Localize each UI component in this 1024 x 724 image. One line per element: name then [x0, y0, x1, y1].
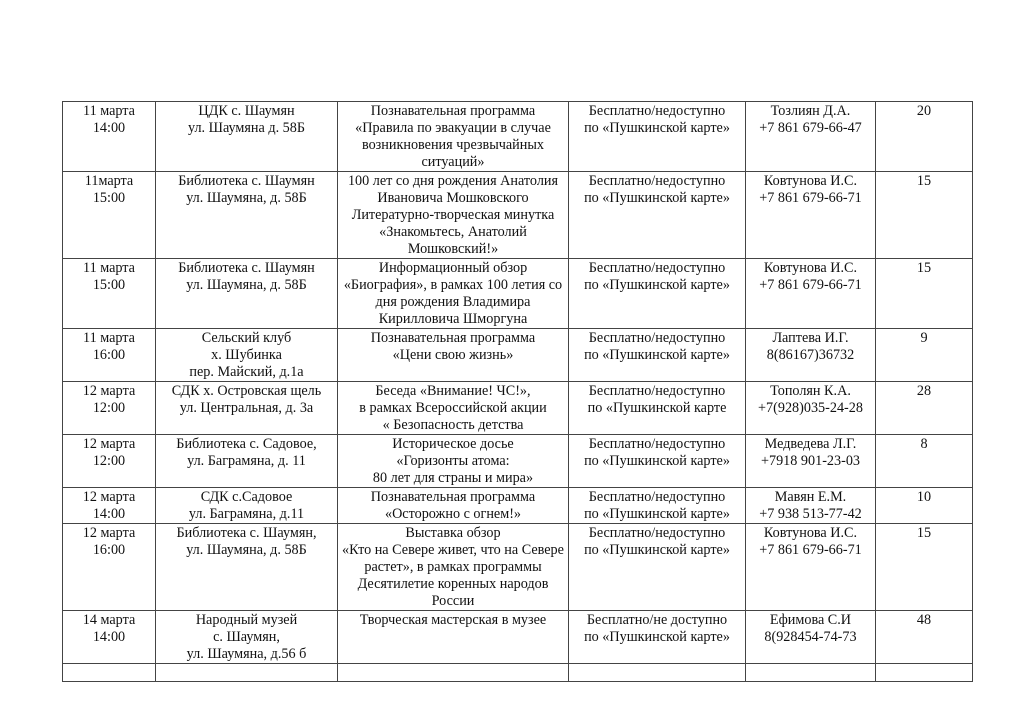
cell-contact: Тополян К.А. +7(928)035-24-28	[746, 382, 876, 435]
cell-contact: Ефимова С.И 8(928454-74-73	[746, 611, 876, 664]
cell-place: Библиотека с. Шаумян ул. Шаумяна, д. 58Б	[156, 172, 338, 259]
cell-event: Беседа «Внимание! ЧС!», в рамках Всероссийской акции « Безопасность детства	[338, 382, 569, 435]
cell-date: 11 марта 15:00	[63, 259, 156, 329]
cell-price: Бесплатно/недоступно по «Пушкинской карте»	[569, 172, 746, 259]
cell-price: Бесплатно/недоступно по «Пушкинской карте»	[569, 435, 746, 488]
cell-count: 15	[876, 524, 973, 611]
cell-date: 12 марта 12:00	[63, 435, 156, 488]
cell-price: Бесплатно/недоступно по «Пушкинской карте	[569, 382, 746, 435]
table-row	[63, 382, 973, 435]
cell-event: Выставка обзор «Кто на Севере живет, что на Севере растет», в рамках программы Десятилетие коренных народов России	[338, 524, 569, 611]
cell-count: 48	[876, 611, 973, 664]
cell-price: Бесплатно/недоступно по «Пушкинской карте»	[569, 329, 746, 382]
table-row	[63, 611, 973, 664]
cell-price: Бесплатно/не доступно по «Пушкинской карте»	[569, 611, 746, 664]
empty-cell	[746, 664, 876, 682]
cell-contact: Лаптева И.Г. 8(86167)36732	[746, 329, 876, 382]
cell-contact: Мавян Е.М. +7 938 513-77-42	[746, 488, 876, 524]
empty-row	[63, 664, 973, 682]
cell-event: Историческое досье «Горизонты атома: 80 лет для страны и мира»	[338, 435, 569, 488]
cell-place: СДК с.Садовое ул. Баграмяна, д.11	[156, 488, 338, 524]
cell-contact: Медведева Л.Г. +7918 901-23-03	[746, 435, 876, 488]
cell-count: 9	[876, 329, 973, 382]
table-row	[63, 435, 973, 488]
cell-price: Бесплатно/недоступно по «Пушкинской карте»	[569, 488, 746, 524]
cell-count: 10	[876, 488, 973, 524]
cell-date: 11марта 15:00	[63, 172, 156, 259]
cell-place: Народный музей с. Шаумян, ул. Шаумяна, д.56 б	[156, 611, 338, 664]
cell-place: Сельский клуб х. Шубинка пер. Майский, д.1а	[156, 329, 338, 382]
table-row	[63, 329, 973, 382]
empty-cell	[569, 664, 746, 682]
cell-place: Библиотека с. Шаумян ул. Шаумяна, д. 58Б	[156, 259, 338, 329]
cell-place: Библиотека с. Шаумян, ул. Шаумяна, д. 58Б	[156, 524, 338, 611]
cell-event: Познавательная программа «Осторожно с огнем!»	[338, 488, 569, 524]
cell-contact: Ковтунова И.С. +7 861 679-66-71	[746, 172, 876, 259]
empty-cell	[338, 664, 569, 682]
cell-count: 28	[876, 382, 973, 435]
table-row	[63, 488, 973, 524]
cell-date: 11 марта 16:00	[63, 329, 156, 382]
empty-cell	[876, 664, 973, 682]
cell-place: СДК х. Островская щель ул. Центральная, д. 3а	[156, 382, 338, 435]
cell-date: 11 марта 14:00	[63, 102, 156, 172]
cell-event: Познавательная программа «Правила по эвакуации в случае возникновения чрезвычайных ситуаций»	[338, 102, 569, 172]
empty-cell	[63, 664, 156, 682]
cell-contact: Тозлиян Д.А. +7 861 679-66-47	[746, 102, 876, 172]
cell-price: Бесплатно/недоступно по «Пушкинской карте»	[569, 259, 746, 329]
cell-date: 12 марта 16:00	[63, 524, 156, 611]
table-row	[63, 102, 973, 172]
cell-count: 15	[876, 259, 973, 329]
table-row	[63, 172, 973, 259]
empty-cell	[156, 664, 338, 682]
cell-count: 20	[876, 102, 973, 172]
cell-count: 15	[876, 172, 973, 259]
cell-event: 100 лет со дня рождения Анатолия Ивановича Мошковского Литературно-творческая минутка «Знакомьтесь, Анатолий Мошковский!»	[338, 172, 569, 259]
cell-contact: Ковтунова И.С. +7 861 679-66-71	[746, 524, 876, 611]
cell-place: ЦДК с. Шаумян ул. Шаумяна д. 58Б	[156, 102, 338, 172]
cell-price: Бесплатно/недоступно по «Пушкинской карте»	[569, 102, 746, 172]
cell-event: Познавательная программа «Цени свою жизнь»	[338, 329, 569, 382]
cell-contact: Ковтунова И.С. +7 861 679-66-71	[746, 259, 876, 329]
table-row	[63, 259, 973, 329]
cell-count: 8	[876, 435, 973, 488]
cell-place: Библиотека с. Садовое, ул. Баграмяна, д. 11	[156, 435, 338, 488]
cell-date: 12 марта 14:00	[63, 488, 156, 524]
cell-date: 14 марта 14:00	[63, 611, 156, 664]
events-table	[62, 101, 973, 682]
cell-event: Информационный обзор «Биография», в рамках 100 летия со дня рождения Владимира Кирилловича Шморгуна	[338, 259, 569, 329]
cell-date: 12 марта 12:00	[63, 382, 156, 435]
cell-price: Бесплатно/недоступно по «Пушкинской карте»	[569, 524, 746, 611]
cell-event: Творческая мастерская в музее	[338, 611, 569, 664]
table-row	[63, 524, 973, 611]
